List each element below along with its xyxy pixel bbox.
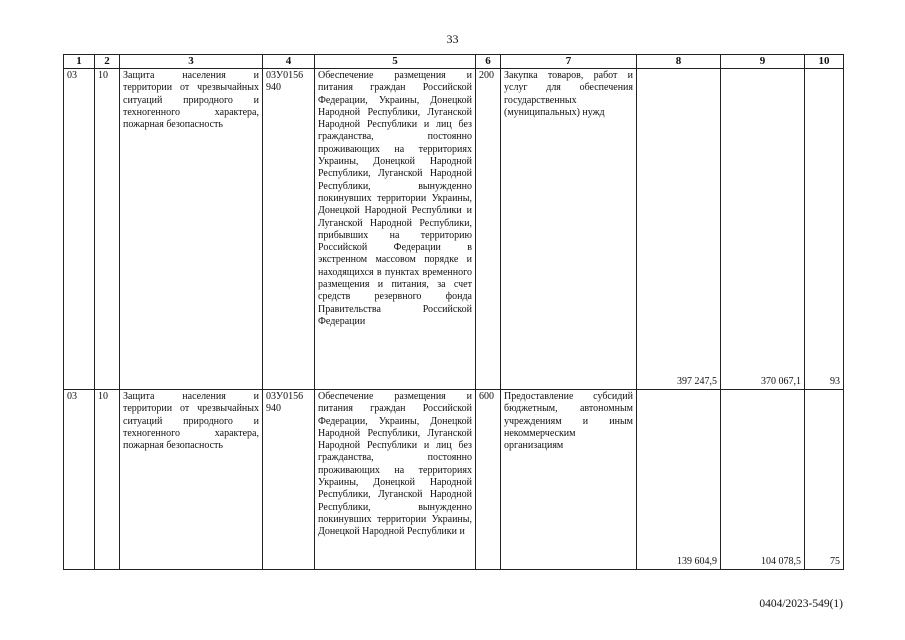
target-code-cell: 03У0156 940 [263,390,315,570]
table-row [64,69,844,390]
column-header: 2 [95,55,120,69]
amount-cell: 397 247,5 [637,69,721,390]
header-row [64,55,844,69]
column-header: 8 [637,55,721,69]
table-row [64,390,844,570]
section-code-cell: 03 [64,390,95,570]
column-header: 4 [263,55,315,69]
executed-amount-cell: 104 078,5 [721,390,805,570]
column-header: 3 [120,55,263,69]
amount-cell: 139 604,9 [637,390,721,570]
column-header: 6 [476,55,501,69]
column-header: 7 [501,55,637,69]
section-name-cell: Защита населения и территории от чрезвычайных ситуаций природного и техногенного характера, пожарная безопасность [120,69,263,390]
executed-amount-cell: 370 067,1 [721,69,805,390]
expense-type-name-cell: Закупка товаров, работ и услуг для обеспечения государственных (муниципальных) нужд [501,69,637,390]
percent-cell: 75 [805,390,844,570]
section-code-cell: 03 [64,69,95,390]
page-number: 33 [446,32,459,46]
subsection-code-cell: 10 [95,69,120,390]
budget-table [63,54,844,570]
expense-type-code-cell: 600 [476,390,501,570]
document-code: 0404/2023-549(1) [759,598,843,610]
expense-type-name-cell: Предоставление субсидий бюджетным, автономным учреждениям и иным некоммерческим организациям [501,390,637,570]
subsection-code-cell: 10 [95,390,120,570]
percent-cell: 93 [805,69,844,390]
target-code-cell: 03У0156 940 [263,69,315,390]
column-header: 9 [721,55,805,69]
target-name-cell: Обеспечение размещения и питания граждан Российской Федерации, Украины, Донецкой Народной Республики, Луганской Народной Республики и лиц без гражданства, постоянно проживающих на территориях Украины, Донецкой Народной Республики, Луганской Народной Республики, вынужденно покинувших территории Украины, Донецкой Народной Республики и Луганской Народной Республики, прибывших на территорию Российской Федерации в экстренном массовом порядке и находящихся в пунктах временного размещения и питания, за счет средств резервного фонда Правительства Российской Федерации [315,69,476,390]
column-header: 10 [805,55,844,69]
target-name-cell: Обеспечение размещения и питания граждан Российской Федерации, Украины, Донецкой Народной Республики, Луганской Народной Республики и лиц без гражданства, постоянно проживающих на территориях Украины, Донецкой Народной Республики, Луганской Народной Республики, вынужденно покинувших территории Украины, Донецкой Народной Республики и [315,390,476,570]
expense-type-code-cell: 200 [476,69,501,390]
column-header: 5 [315,55,476,69]
section-name-cell: Защита населения и территории от чрезвычайных ситуаций природного и техногенного характера, пожарная безопасность [120,390,263,570]
column-header: 1 [64,55,95,69]
